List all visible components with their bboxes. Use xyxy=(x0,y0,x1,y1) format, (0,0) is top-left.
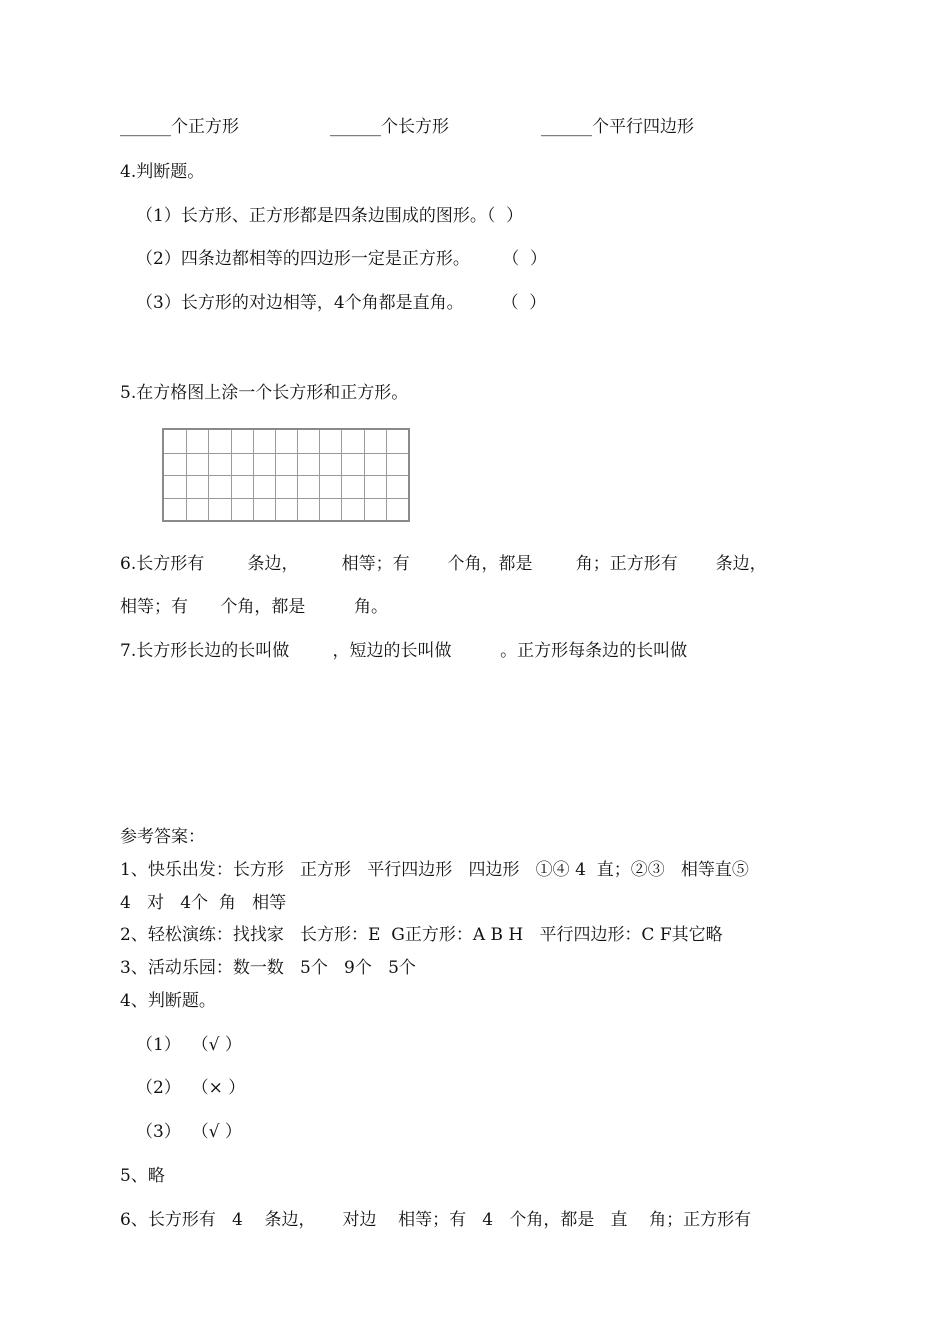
q6-line-1: 6.长方形有 条边， 相等；有 个角，都是 角；正方形有 条边， xyxy=(120,554,767,574)
answer-line: （1） （√ ） xyxy=(136,1035,242,1055)
answer-line: （2） （× ） xyxy=(136,1078,246,1098)
answer-line: 2、轻松演练：找找家 长方形：E G正方形：A B H 平行四边形：C F其它略 xyxy=(120,925,723,945)
count-squares: ______个正方形 xyxy=(120,117,239,137)
answer-line: （3） （√ ） xyxy=(136,1122,242,1142)
grid-line-horizontal xyxy=(164,475,408,476)
answer-line: 4、判断题。 xyxy=(120,991,216,1011)
q4-item-1: （1）长方形、正方形都是四条边围成的图形。（ ） xyxy=(136,206,524,226)
answer-line: 5、略 xyxy=(120,1166,165,1186)
answer-line: 4 对 4个 角 相等 xyxy=(120,893,287,913)
answer-line: 3、活动乐园：数一数 5个 9个 5个 xyxy=(120,958,416,978)
q4-item-2: （2）四条边都相等的四边形一定是正方形。 （ ） xyxy=(136,249,548,269)
square-grid xyxy=(162,428,410,522)
q5-title: 5.在方格图上涂一个长方形和正方形。 xyxy=(120,383,409,403)
answer-line: 6、长方形有 4 条边， 对边 相等；有 4 个角，都是 直 角；正方形有 xyxy=(120,1210,752,1230)
q7-text: 7.长方形长边的长叫做 ，短边的长叫做 。正方形每条边的长叫做 xyxy=(120,641,688,661)
answers-title: 参考答案： xyxy=(120,827,205,847)
answer-line: 1、快乐出发：长方形 正方形 平行四边形 四边形 ①④ 4 直；②③ 相等直⑤ xyxy=(120,860,749,880)
count-rectangles: ______个长方形 xyxy=(330,117,449,137)
q4-item-3: （3）长方形的对边相等，4个角都是直角。 （ ） xyxy=(136,293,547,313)
count-parallelograms: ______个平行四边形 xyxy=(541,117,694,137)
q6-line-2: 相等；有 个角，都是 角。 xyxy=(120,597,389,617)
q4-title: 4.判断题。 xyxy=(120,162,205,182)
grid-line-horizontal xyxy=(164,498,408,499)
grid-line-horizontal xyxy=(164,453,408,454)
